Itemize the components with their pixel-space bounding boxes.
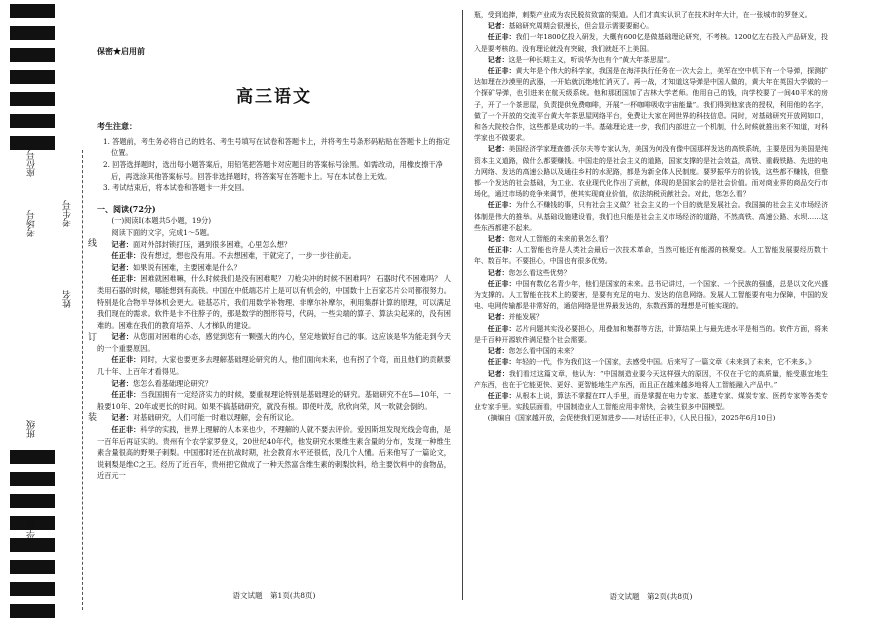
dialogue-line xyxy=(474,324,828,346)
utterance: 中国有数亿名青少年，他们是国家的未来。总书记讲过，一个国家、一个民族的强盛，总是以文化兴盛为支撑的。人工智能在技术上的要害，是要有充足的电力、发达的信息网络。发展人工智能要有电力保障，中国的发电、电网传输都是非常好的，通信网络是世界最发达的，东数西算的理想是可能实现的。 xyxy=(474,279,829,311)
speaker: 任正非： xyxy=(487,358,516,367)
dialogue-line xyxy=(97,378,451,390)
speaker: 记者： xyxy=(111,332,134,342)
dialogue-line xyxy=(474,279,828,313)
utterance: 年轻的一代，作为我们这一个国家，去感受中国。后来写了一篇文章《未来到了未来，它不来多。》 xyxy=(515,358,816,367)
name-label: 姓名 xyxy=(63,290,73,308)
speaker: 任正非： xyxy=(487,391,516,400)
dialogue-line xyxy=(474,55,828,66)
school-label: 学校 xyxy=(27,520,37,538)
speaker: 任正非： xyxy=(487,324,516,333)
utterance: 如果说有困难，主要困难是什么？ xyxy=(132,262,241,272)
speaker: 任正非： xyxy=(487,246,517,255)
cut-word-bind: 订 xyxy=(88,333,98,343)
speaker: 任正非： xyxy=(111,251,141,261)
speaker: 记者： xyxy=(111,378,133,388)
speaker: 任正非： xyxy=(487,67,516,76)
utterance: 从根本上说，算法不掌握在IT人手里，而是掌握在电力专家、基建专家、煤炭专家、医药专家等各类专业专家手里。实践层面看，中国制造业人工智能应用非常快，会被生很多中国模型。 xyxy=(474,391,828,412)
speaker: 记者： xyxy=(487,268,509,277)
seat-label: 座位号 xyxy=(27,150,37,177)
dialogue-line xyxy=(474,66,828,144)
notice-heading: 考生注意： xyxy=(97,121,137,132)
utterance: 并能发展？ xyxy=(508,313,543,322)
utterance: 您怎么看基础理论研究？ xyxy=(132,378,213,388)
dialogue-line xyxy=(474,357,828,368)
speaker: 记者： xyxy=(111,262,133,272)
dialogue-right xyxy=(474,21,828,413)
utterance: 对基础研究，人们可能一时难以理解，会有所议论。 xyxy=(132,413,299,423)
notice-item: 3. 考试结束后，将本试卷和答题卡一并交回。 xyxy=(103,183,249,193)
dialogue-line xyxy=(474,32,828,54)
speaker: 任正非： xyxy=(487,33,516,42)
speaker: 任正非： xyxy=(111,274,141,284)
utterance: 您对人工智能的未来前景怎么看？ xyxy=(508,235,612,244)
dialogue-line xyxy=(97,239,451,251)
cut-word-line: 线 xyxy=(88,239,98,249)
section-heading: 一、阅读(72分) xyxy=(97,203,156,214)
speaker: 记者： xyxy=(111,413,133,423)
instruction: 阅读下面的文字，完成1～5题。 xyxy=(111,227,214,237)
speaker: 记者： xyxy=(487,55,509,64)
left-page xyxy=(97,10,451,610)
dialogue-line xyxy=(474,245,828,267)
notice-item: 1. 答题前，考生务必将自己的姓名、考生号填写在试卷和答题卡上，并将考生号条形码粘贴在答题卡上的指定位置。 xyxy=(103,136,450,158)
utterance: 面对外部封锁打压，遇到很多困难，心里怎么想？ xyxy=(132,239,292,249)
dialogue-line xyxy=(474,391,828,413)
continued-text: 瓶，受到追捧，刺梨产业成为农民脱贫致富的渠道。人们才真实认识了在技术时年大计，在一张城市的罗登义。 xyxy=(474,11,812,19)
utterance: 人工智能也许是人类社会最后一次技术革命，当然可能还有能源的核聚变。人工智能发展要经历数十年、数百年。不要担心，中国也有很多优势。 xyxy=(474,246,829,266)
speaker: 任正非： xyxy=(487,201,516,210)
utterance: 我们看过这篇文章，他认为：“中国制造业要今天这样强大的原因，不仅在于它的高质量，能受惠宜地生产东西，也在于它能更快、更好、更智能地生产东西，而且正在越来越多地将人工智能融入产品中。” xyxy=(474,369,828,389)
speaker: 记者： xyxy=(487,22,509,31)
speaker: 记者： xyxy=(487,347,509,356)
paper-title: 高三语文 xyxy=(236,86,312,107)
speaker: 记者： xyxy=(487,145,509,154)
speaker: 记者： xyxy=(111,239,133,249)
dialogue-line xyxy=(474,346,828,357)
utterance: 为什么不赚钱的事，只有社会主义做？社会主义的一个目的就是发展社会。我国搞的社会主义市场经济体制是伟大的推举。从基础设施建设看，我们也只能是社会主义市场经济的道路，不然高铁、高速公路、水坝……这些东西都建不起来。 xyxy=(474,201,829,232)
dialogue-left xyxy=(97,239,451,482)
dialogue-line xyxy=(474,200,828,234)
exam-number-label: 考生号 xyxy=(63,200,73,227)
dialogue-line xyxy=(97,273,451,331)
notice-list xyxy=(103,136,451,194)
utterance: 科学的实践，世界上理解的人本来也少，不理解的人就不要去评价。爱因斯坦发现光线会弯曲，是一百年后再证实的。贵州有个农学家罗登义，20世纪40年代，他发研究水果维生素含量的分布，发现一种维生素含量很高的野果子刺梨。中国那时还在抗战时期，社会教育水平还很低，没几个人懂。后来他写了一篇论文，说刺梨是维C之王。经历了近百年，贵州把它做成了一种天然富含维生素的刺梨饮料，给主要饮料中的食物品，近百元一 xyxy=(97,425,451,481)
cut-word-staple: 装 xyxy=(88,413,98,423)
dialogue-line xyxy=(97,354,451,377)
utterance: 我们一年1800亿投入研发，大概有600亿是做基础理论研究，不考核。1200亿左右投入产品研发，投入是要考核的。没有理论就没有突破，我们就赶不上美国。 xyxy=(474,33,828,53)
dialogue-line xyxy=(97,331,451,354)
speaker: 任正非： xyxy=(111,390,141,400)
class-label: 班级 xyxy=(27,420,37,438)
secret-mark: 保密★启用前 xyxy=(97,46,145,56)
utterance: 芯片问题其实没必要担心，用叠加和集群等方法，计算结果上与最先进水平是相当的。软件方面，将来是千百种开源软件满足整个社会需要。 xyxy=(474,324,829,344)
dialogue-line xyxy=(474,21,828,32)
dialogue-line xyxy=(97,412,451,424)
source-citation: (摘编自《国家越开放，会促使我们更加进步——对话任正非》，《人民日报》，2025年6月10日) xyxy=(487,414,776,423)
utterance: 美国经济学家理查德·沃尔夫等专家认为，美国为何没有像中国那样发达的高铁系统，主要是因为美国是纯资本主义道路，做什么都要赚钱。中国走的是社会主义的道路，国家支撑的是社会效益，高铁、重载铁路、先进的电力网络、发达的高速公路以及通往乡村的水泥路，都是为新全体人民制度。要罗振华方的价钱，这些都不赚钱，但整都一个发达的社会基础，为工业、农业现代化作出了贡献，体现的是国家会的是社会价值。而对商业界的商品交行市场化，通过市场的竞争来调节，使其实现商业价值，依法纳税贡献社会。对此，您怎么看？ xyxy=(474,145,829,199)
speaker: 记者： xyxy=(487,235,509,244)
utterance: 基础研究周期会很漫长，但会显示需要要耐心。 xyxy=(508,22,654,31)
dialogue-line xyxy=(97,424,451,482)
dialogue-line xyxy=(97,389,451,412)
exam-room-label: 考场号 xyxy=(27,210,37,237)
page-divider xyxy=(462,10,463,600)
dialogue-line xyxy=(474,369,828,391)
speaker: 任正非： xyxy=(111,355,141,365)
utterance: 困难就困难嘛，什么时候我们是没有困难呢？ 刀枪尖冲的时候不困难吗？ 石器时代不困难吗？ 人类用石器的时候，哪能想到有高铁。中国在中低端芯片上是可以有机会的，中国数十上百家芯片公司都很努力。特别是化合物半导体机会更大。硅基芯片，我们用数学补物理、非摩尔补摩尔，利用集群计算的原理，可以满足我们现在的需求。软件是卡不住脖子的，那是数学的图形符号，代码，一些尖端的算子、算法尖起来的，没有困难的。困难在我们的教育培养、人才梯队的建设。 xyxy=(97,274,451,330)
page-footer: 语文试题 第1页(共8页) xyxy=(232,591,316,601)
dialogue-line xyxy=(474,144,828,200)
utterance: 您怎么看这些优势？ xyxy=(508,268,571,277)
utterance: 从您面对困难的心态，感觉到您有一颗强大的内心，坚定地做好自己的事。这应该是华为能走到今天的一个重要原因。 xyxy=(97,332,451,353)
binding-margin xyxy=(0,0,98,630)
utterance: 您怎么看中国的未来？ xyxy=(508,347,578,356)
dialogue-line xyxy=(474,312,828,323)
utterance: 当我国拥有一定经济实力的时候，要重视理论特别是基础理论的研究。基础研究不在5—10年，一般要10年、20年或更长的时间。如果不搞基础研究，就没有根。即使叶茂，欣欣向荣，风一吹就会倒的。 xyxy=(97,390,451,411)
speaker: 任正非： xyxy=(487,279,516,288)
dialogue-line xyxy=(474,234,828,245)
subsection-heading: (一)阅读Ⅰ(本题共5小题，19分) xyxy=(111,216,212,226)
speaker: 记者： xyxy=(487,313,509,322)
page-footer: 语文试题 第2页(共8页) xyxy=(609,591,693,601)
dialogue-line xyxy=(97,262,451,274)
cut-line xyxy=(82,150,83,610)
speaker: 任正非： xyxy=(111,425,141,435)
speaker: 记者： xyxy=(487,369,509,378)
utterance: 没有想过，想也没有用。不去想困难，干就完了，一步一步往前走。 xyxy=(140,251,356,261)
dialogue-line xyxy=(474,268,828,279)
utterance: 同时，大家也要更多去理解基础理论研究的人，他们面向未来，也有拐了个弯，而且他们的贡献要几十年、上百年才看得见。 xyxy=(97,355,451,377)
dialogue-line xyxy=(97,250,451,262)
right-page xyxy=(474,10,828,610)
utterance: 这是一种长期主义，听说华为也有个“黄大年茶思屋”。 xyxy=(508,55,674,64)
utterance: 黄大年是个伟大的科学家，我国是在海洋执行任务在一次大会上，美军在空中机下有一个导弹，探测扩达如理在沙漠里的武器，一开始就沉绝地忙消灭了。再一战，才知道这导弹是中国人做的，黄大年在英国大学做的一个探矿导弹，也引进来在航天级系统。他和那团国加了吉林大学老师。他用自己的钱，向学校要了一间40平米的房子，开了一个茶思屋，负责提供免费咖啡，开展“一杯咖啡吸收宇宙能量”。我们得到他家丧的授权，利用他的名字，做了一个开放的交流平台黄大年茶思屋网络平台，免费让大家在网世界的科技信息。同时，对基础研究开放网如口，和各大院校合作，这些都是成功的一半。基础理论进一步，我们内部进立一个机制，什么时候就推出来不知道，对科学家也不做要求。 xyxy=(474,67,829,143)
notice-item: 2. 回答选择题时，选出每小题答案后，用铅笔把答题卡对应题目的答案标号涂黑。如需改动，用橡皮擦干净后，再选涂其他答案标号。回答非选择题时，将答案写在答题卡上。写在本试卷上无效。 xyxy=(103,159,443,181)
